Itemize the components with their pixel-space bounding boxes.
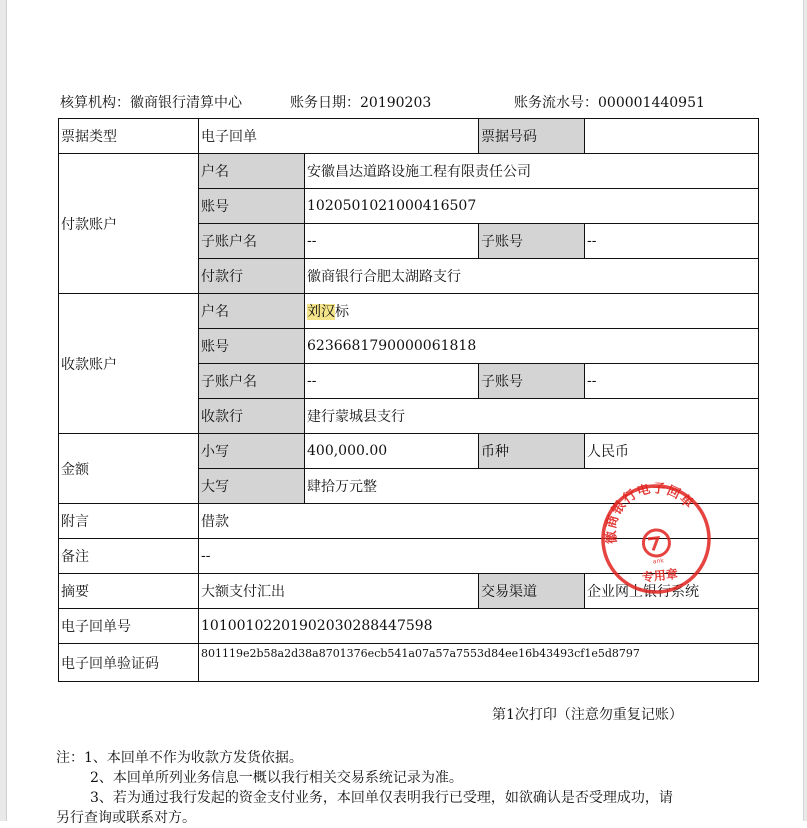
verify-code-label: 电子回单验证码: [59, 644, 199, 682]
bill-no-label: 票据号码: [479, 119, 585, 154]
row-bill-type: [59, 119, 759, 154]
bill-type-label: 票据类型: [59, 119, 199, 154]
stamp-logo-text: ank: [652, 557, 665, 566]
row-amount-small: [59, 434, 759, 469]
receipt-no-label: 电子回单号: [59, 609, 199, 644]
receipt-no-value: 10100102201902030288447598: [199, 609, 759, 644]
channel-value: 企业网上银行系统: [585, 574, 759, 609]
row-verify-code: [59, 644, 759, 682]
header-serial: 账务流水号：000001440951: [514, 95, 705, 111]
payer-section-label: 付款账户: [59, 154, 199, 294]
note-line-1: 注：1、本回单不作为收款方发货依据。: [56, 750, 303, 766]
amount-big-label: 大写: [199, 469, 305, 504]
amount-big-value: 肆拾万元整: [305, 469, 759, 504]
payer-sub-value: --: [305, 224, 479, 259]
payee-name-highlight: 刘汉: [307, 304, 335, 320]
memo-label: 附言: [59, 504, 199, 539]
print-count-note: 第1次打印（注意勿重复记账）: [492, 707, 683, 723]
payer-account-label: 账号: [199, 189, 305, 224]
row-receipt-no: [59, 609, 759, 644]
amount-section-label: 金额: [59, 434, 199, 504]
payee-sub-value: --: [305, 364, 479, 399]
payee-bank-value: 建行蒙城县支行: [305, 399, 759, 434]
receipt-table: [58, 118, 759, 682]
remark-label: 备注: [59, 539, 199, 574]
payer-account-value: 1020501021000416507: [305, 189, 759, 224]
row-payer-name: [59, 154, 759, 189]
note-line-2: 2、本回单所列业务信息一概以我行相关交易系统记录为准。: [90, 770, 463, 786]
payer-name-value: 安徽昌达道路设施工程有限责任公司: [305, 154, 759, 189]
payer-subno-label: 子账号: [479, 224, 585, 259]
page-edge-left: [0, 0, 7, 821]
channel-label: 交易渠道: [479, 574, 585, 609]
footer-notes: [56, 748, 756, 828]
payee-name-label: 户名: [199, 294, 305, 329]
bank-seal-stamp: [594, 477, 717, 600]
page-edge-right: [803, 0, 807, 821]
stamp-top-text: 徽商银行电子回单: [603, 481, 697, 545]
payee-subno-label: 子账号: [479, 364, 585, 399]
payer-bank-value: 徽商银行合肥太湖路支行: [305, 259, 759, 294]
bill-no-value: [585, 119, 759, 154]
note-line-3: 3、若为通过我行发起的资金支付业务，本回单仅表明我行已受理，如欲确认是否受理成功，请: [90, 790, 673, 806]
memo-value: 借款: [199, 504, 759, 539]
payee-name-value: [305, 294, 759, 329]
payee-name-rest: 标: [335, 304, 349, 320]
svg-text:徽商银行电子回单: [598, 477, 701, 544]
payer-sub-label: 子账户名: [199, 224, 305, 259]
payee-section-label: 收款账户: [59, 294, 199, 434]
header-date: 账务日期：20190203: [290, 95, 432, 111]
payee-account-label: 账号: [199, 329, 305, 364]
currency-value: 人民币: [585, 434, 759, 469]
header-org: 核算机构：徽商银行清算中心: [60, 95, 242, 111]
payee-account-value: 6236681790000061818: [305, 329, 759, 364]
summary-label: 摘要: [59, 574, 199, 609]
row-payee-name: [59, 294, 759, 329]
currency-label: 币种: [479, 434, 585, 469]
payer-name-label: 户名: [199, 154, 305, 189]
payer-subno-value: --: [585, 224, 759, 259]
payee-bank-label: 收款行: [199, 399, 305, 434]
amount-small-value: 400,000.00: [305, 434, 479, 469]
payee-subno-value: --: [585, 364, 759, 399]
payee-sub-label: 子账户名: [199, 364, 305, 399]
amount-small-label: 小写: [199, 434, 305, 469]
remark-value: --: [199, 539, 759, 574]
note-line-4: 另行查询或联系对方。: [56, 810, 196, 826]
stamp-bottom-text: 专用章: [641, 566, 679, 585]
verify-code-value: 801119e2b58a2d38a8701376ecb541a07a57a7553d84ee16b43493cf1e5d8797: [199, 644, 759, 682]
payer-bank-label: 付款行: [199, 259, 305, 294]
summary-value: 大额支付汇出: [199, 574, 479, 609]
bill-type-value: 电子回单: [199, 119, 479, 154]
